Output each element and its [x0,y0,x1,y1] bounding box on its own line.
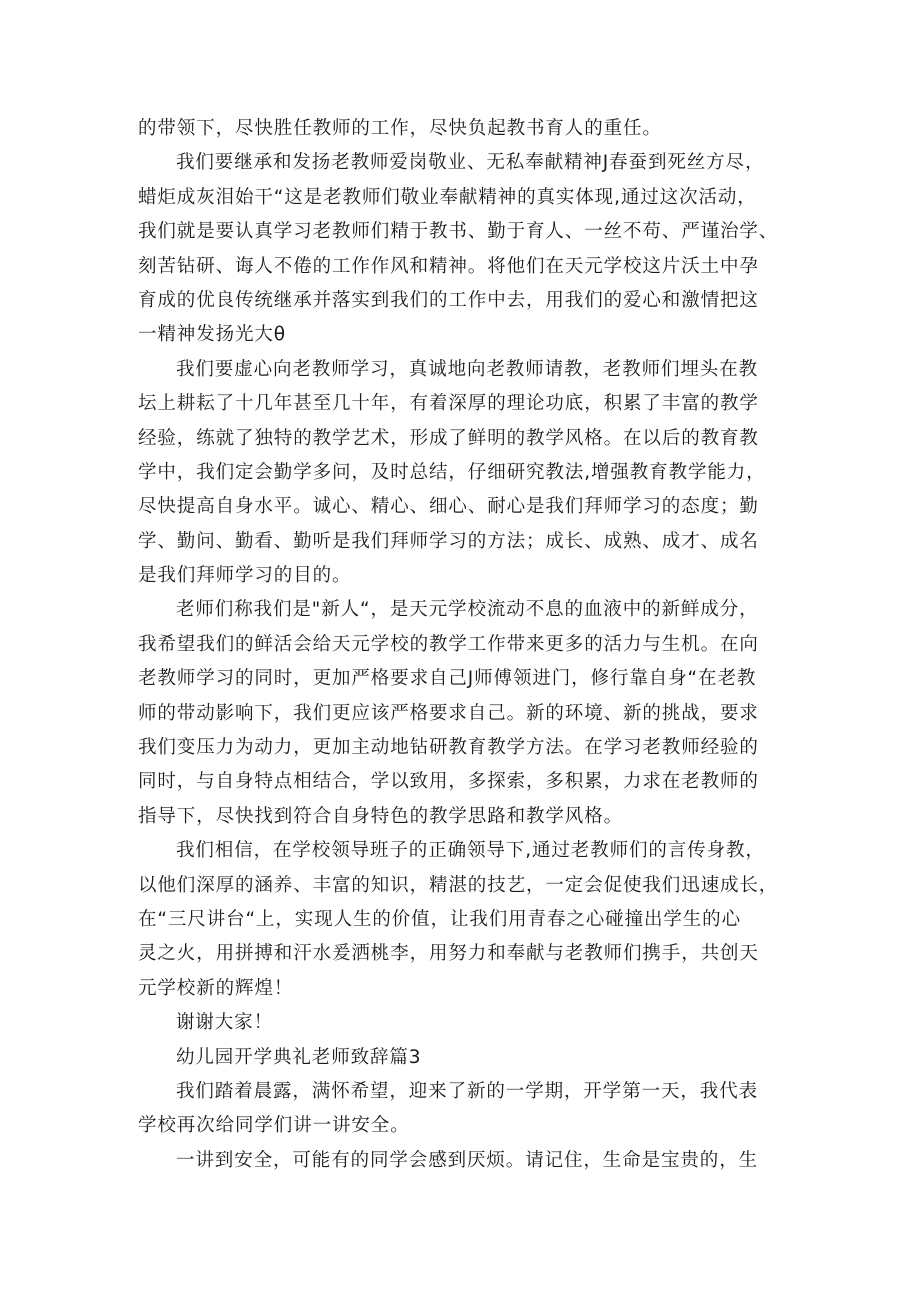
text-line: 我们相信，在学校领导班子的正确领导下,通过老教师们的言传身教， [176,840,765,862]
text-line: 我希望我们的鲜活会给天元学校的教学工作带来更多的活力与生机。在向 [138,633,759,655]
text-line: 尽快提高自身水平。诚心、精心、细心、耐心是我们拜师学习的态度；勤 [138,496,759,518]
text-line: 一讲到安全，可能有的同学会感到厌烦。请记住，生命是宝贵的，生 [176,1149,759,1171]
text-line: 指导下，尽快找到符合自身特色的教学思路和教学风格。 [138,805,624,827]
paragraph [138,1144,798,1178]
text-line: 是我们拜师学习的目的。 [138,565,352,587]
text-line: 幼儿园开学典礼老师致辞篇3 [176,1046,422,1068]
text-line: 经验，练就了独特的教学艺术，形成了鲜明的教学风格。在以后的教育教 [138,427,759,449]
text-line: 同时，与自身特点相结合，学以致用，多探索，多积累，力求在老教师的 [138,771,759,793]
text-line: 我们踏着晨露，满怀希望，迎来了新的一学期，开学第一天，我代表 [176,1080,759,1102]
paragraph [138,1041,798,1075]
text-line: 谢谢大家！ [176,1012,274,1034]
text-line: 刻苦钻研、诲人不倦的工作作风和精神。将他们在天元学校这片沃土中孕 [138,255,759,277]
paragraph [138,1006,798,1040]
text-line: 学中，我们定会勤学多问，及时总结，仔细研究教法,增强教育教学能力， [138,461,766,483]
text-line: 师的带动影响下，我们更应该严格要求自己。新的环境、新的挑战，要求 [138,702,759,724]
text-line: 我们要继承和发扬老教师爱岗敬业、无私奉献精神J春蚕到死丝方尽， [176,152,765,174]
paragraph [138,146,798,352]
text-line: 一精神发扬光大θ [138,324,287,346]
text-line: 以他们深厚的涵养、丰富的知识，精湛的技艺，一定会促使我们迅速成长， [138,874,779,896]
text-line: 在“三尺讲台“上，实现人生的价值，让我们用青春之心碰撞出学生的心 [138,908,741,930]
text-line: 育成的优良传统继承并落实到我们的工作中去，用我们的爱心和激情把这 [138,289,759,311]
paragraph [138,834,798,1006]
text-line: 我们变压力为动力，更加主动地钻研教育教学方法。在学习老教师经验的 [138,737,759,759]
text-line: 老师们称我们是"新人“，是天元学校流动不息的血液中的新鲜成分， [176,599,759,621]
text-line: 学、勤问、勤看、勤听是我们拜师学习的方法；成长、成熟、成才、成名 [138,530,759,552]
document-body [138,112,798,1178]
text-line: 学校再次给同学们讲一讲安全。 [138,1115,410,1137]
paragraph [138,593,798,834]
text-line: 灵之火，用拼搏和汗水爰洒桃李，用努力和奉献与老教师们携手，共创天 [138,943,759,965]
text-line: 元学校新的辉煌！ [138,977,294,999]
paragraph [138,1075,798,1144]
text-line: 我们要虚心向老教师学习，真诚地向老教师请教，老教师们埋头在教 [176,358,759,380]
text-line: 我们就是要认真学习老教师们精于教书、勤于育人、一丝不苟、严谨治学、 [138,221,779,243]
paragraph [138,353,798,594]
text-line: 老教师学习的同时，更加严格要求自己J师傅领进门，修行靠自身“在老教 [138,668,757,690]
text-line: 蜡炬成灰泪始干“这是老教师们敬业奉献精神的真实体现,通过这次活动， [138,186,757,208]
text-line: 坛上耕耘了十几年甚至几十年，有着深厚的理论功底，积累了丰富的教学 [138,393,759,415]
text-line: 的带领下，尽快胜任教师的工作，尽快负起教书育人的重任。 [138,118,662,139]
paragraph [138,112,798,146]
